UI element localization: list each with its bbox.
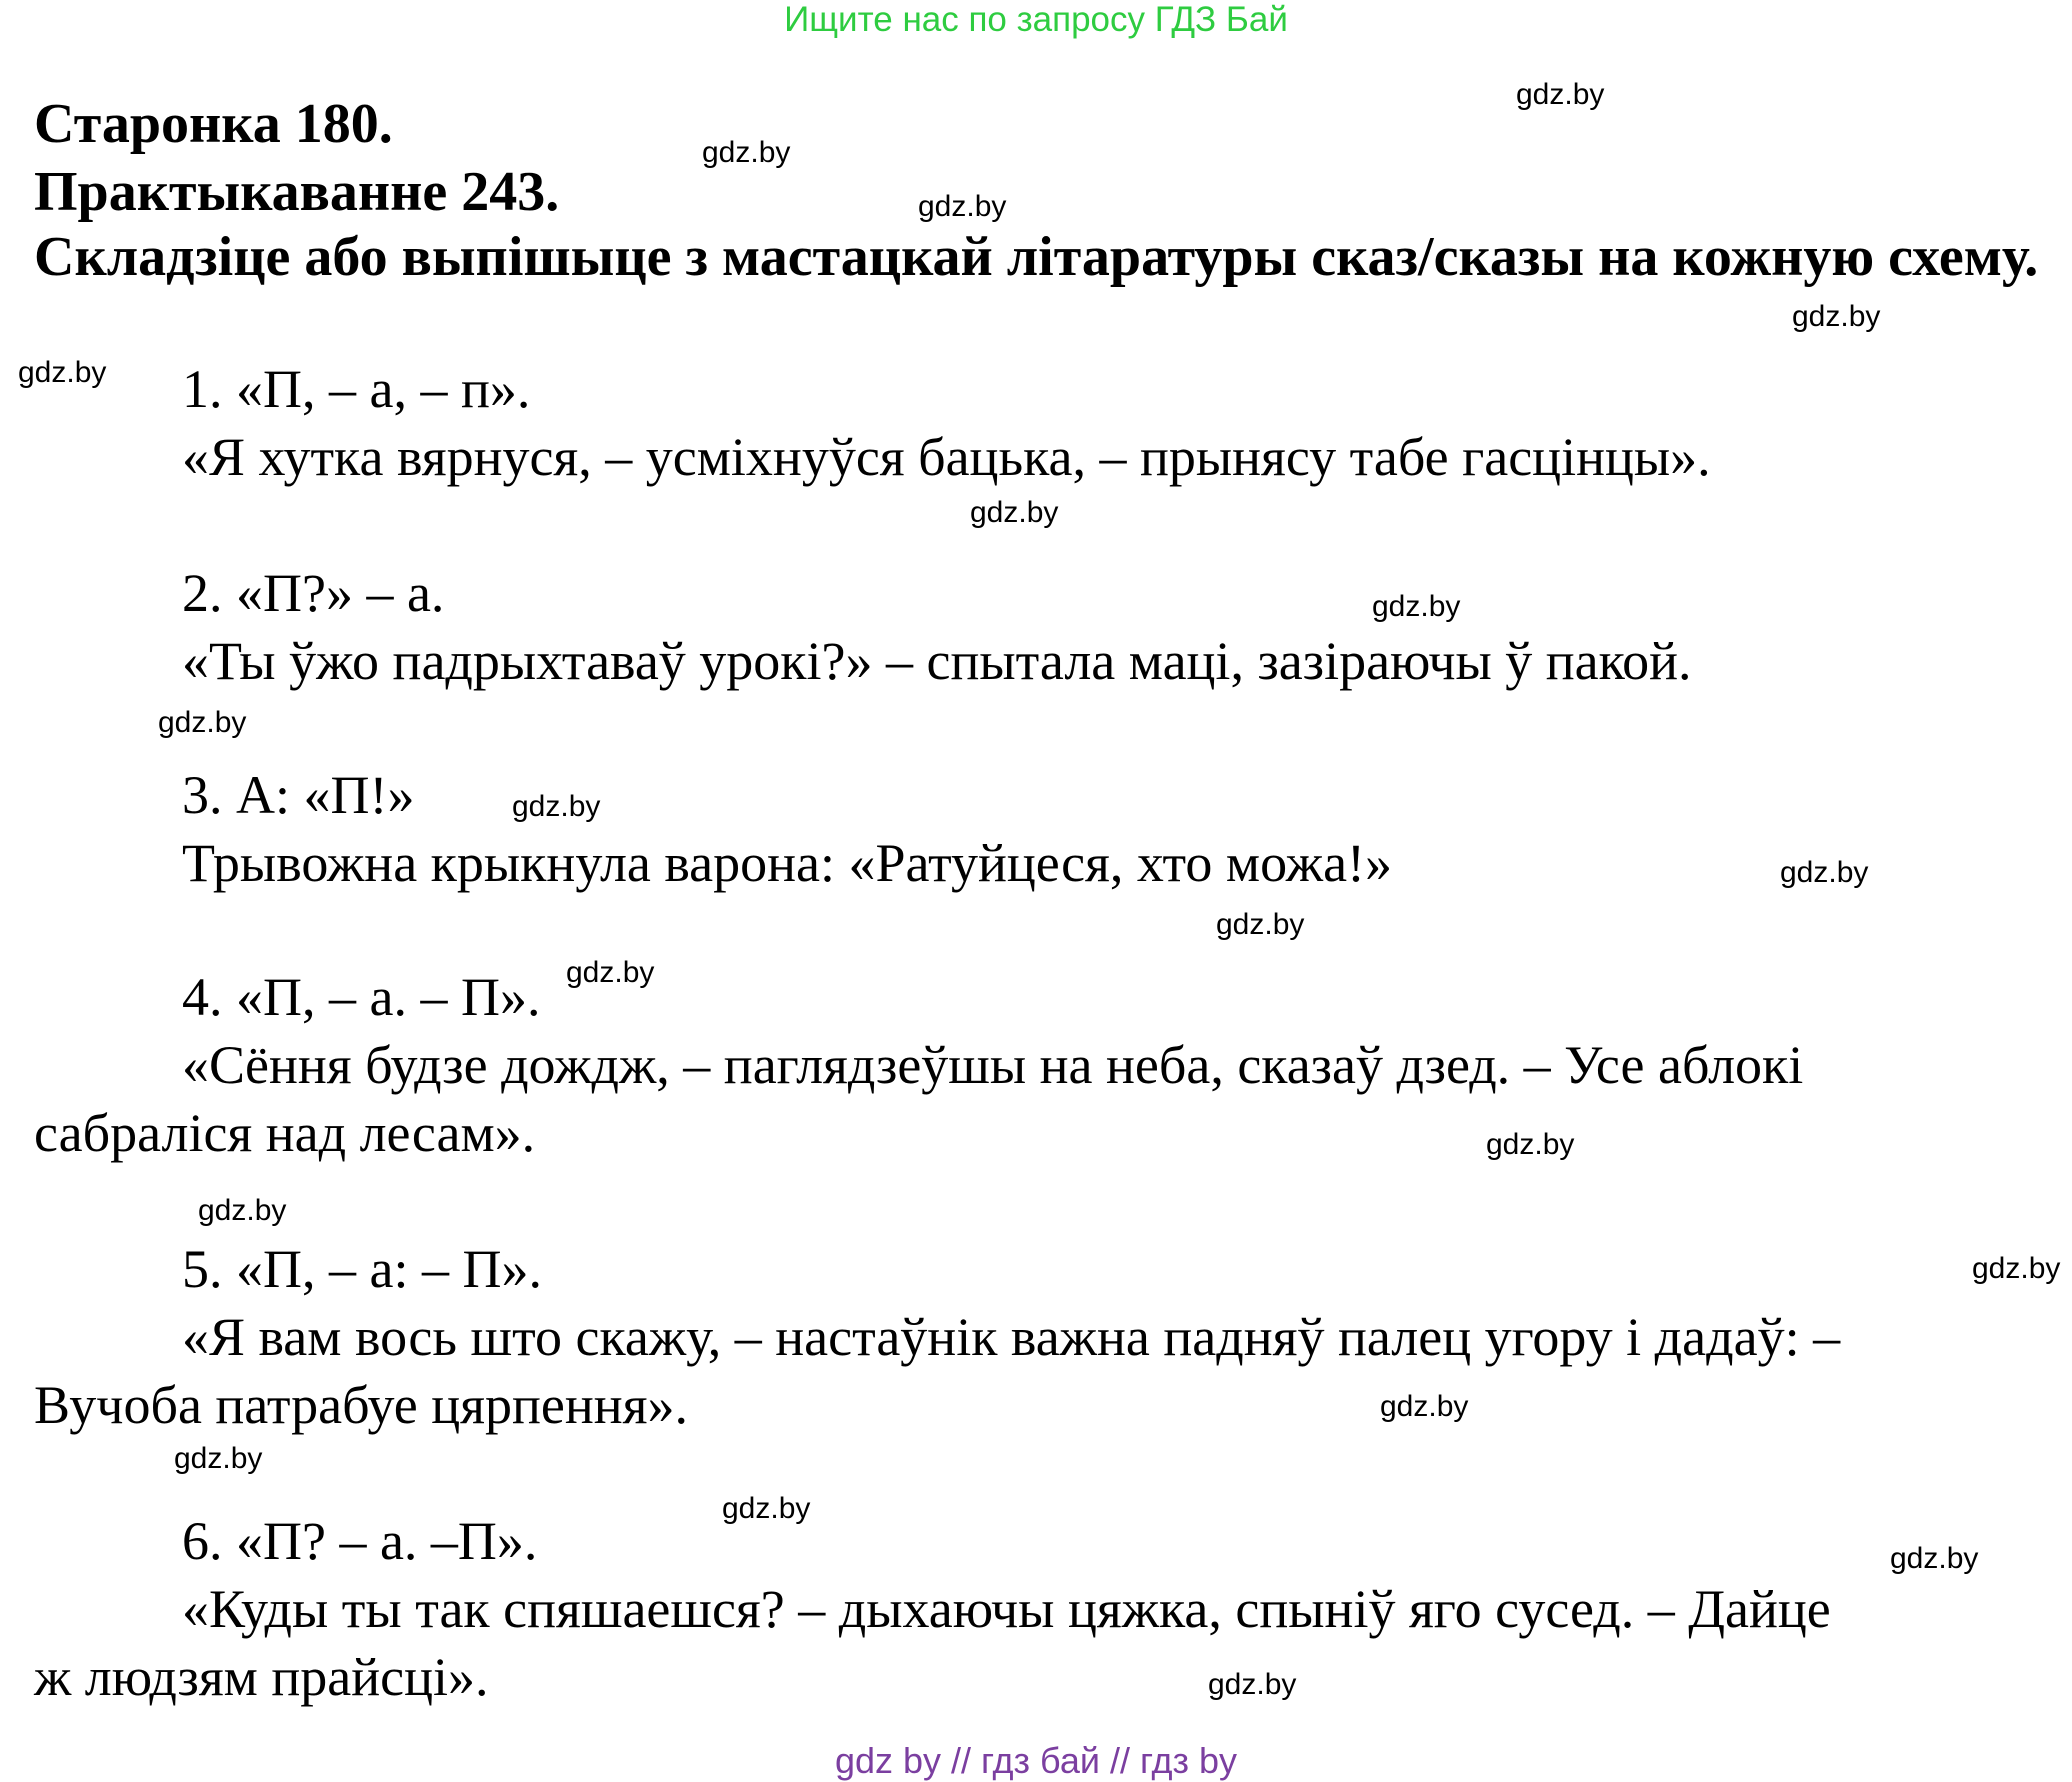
example-4-line-1: «Сёння будзе дождж, – паглядзеўшы на неба, сказаў дзед. – Усе аблокі [182, 1035, 1804, 1095]
top-banner: Ищите нас по запросу ГДЗ Бай [784, 0, 1288, 39]
example-6-line-2: ж людзям прайсці». [34, 1647, 489, 1707]
watermark: gdz.by [174, 1442, 263, 1475]
exercise-title: Практыкаванне 243. [34, 161, 560, 223]
example-5-line-2: Вучоба патрабуе цярпення». [34, 1375, 689, 1435]
watermark: gdz.by [1216, 908, 1305, 941]
watermark: gdz.by [1486, 1128, 1575, 1161]
watermark: gdz.by [722, 1492, 811, 1525]
watermark: gdz.by [1780, 856, 1869, 889]
watermark: gdz.by [198, 1194, 287, 1227]
example-1-line-1: «Я хутка вярнуся, – усміхнуўся бацька, – прынясу табе гасцінцы». [182, 427, 1711, 487]
watermark: gdz.by [1792, 300, 1881, 333]
watermark: gdz.by [566, 956, 655, 989]
scheme-2: 2. «П?» – а. [182, 563, 445, 623]
watermark: gdz.by [512, 790, 601, 823]
example-6-line-1: «Куды ты так спяшаешся? – дыхаючы цяжка, спыніў яго сусед. – Дайце [182, 1579, 1831, 1639]
task-text: Складзіце або выпішыце з мастацкай літаратуры сказ/сказы на кожную схему. [34, 226, 2039, 288]
watermark: gdz.by [970, 496, 1059, 529]
footer: gdz by // гдз бай // гдз by [834, 1740, 1238, 1781]
watermark: gdz.by [1516, 78, 1605, 111]
scheme-1: 1. «П, – а, – п». [182, 359, 531, 419]
watermark: gdz.by [1372, 590, 1461, 623]
example-5-line-1: «Я вам вось што скажу, – настаўнік важна падняў палец угору і дадаў: – [182, 1307, 1841, 1367]
scheme-5: 5. «П, – а: – П». [182, 1239, 542, 1299]
watermark: gdz.by [1890, 1542, 1979, 1575]
example-3-line-1: Трывожна крыкнула варона: «Ратуйцеся, хто можа!» [182, 833, 1393, 893]
example-4-line-2: сабраліся над лесам». [34, 1103, 536, 1163]
watermark: gdz.by [1972, 1252, 2061, 1285]
example-2-line-1: «Ты ўжо падрыхтаваў урокі?» – спытала маці, зазіраючы ў пакой. [182, 631, 1692, 691]
watermark: gdz.by [158, 706, 247, 739]
watermark: gdz.by [918, 190, 1007, 223]
scheme-4: 4. «П, – а. – П». [182, 967, 541, 1027]
watermark: gdz.by [702, 136, 791, 169]
watermark: gdz.by [1380, 1390, 1469, 1423]
scheme-3: 3. А: «П!» [182, 765, 415, 825]
watermark: gdz.by [18, 356, 107, 389]
watermark: gdz.by [1208, 1668, 1297, 1701]
scheme-6: 6. «П? – а. –П». [182, 1511, 538, 1571]
page-title: Старонка 180. [34, 93, 393, 155]
